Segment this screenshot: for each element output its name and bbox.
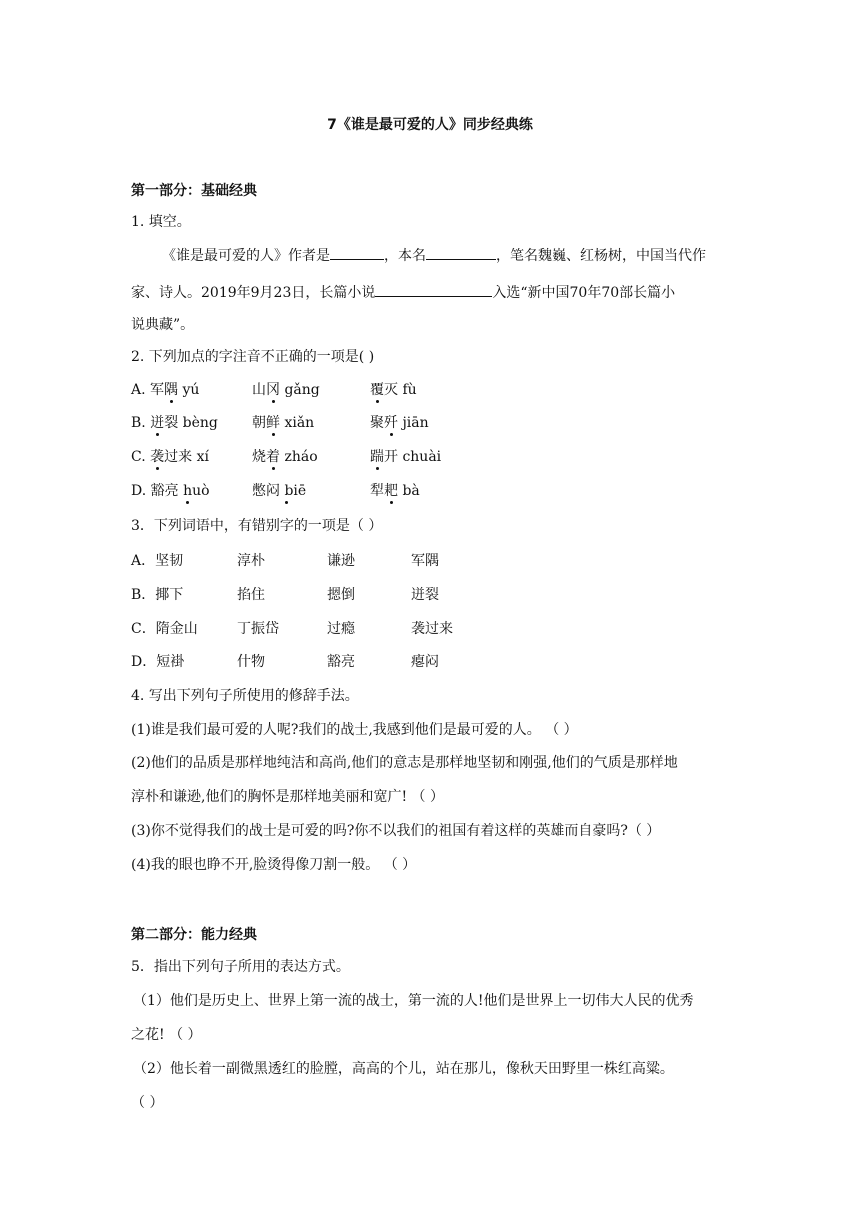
option-text: 聚 xyxy=(370,415,384,431)
word-cell: 掐住 xyxy=(237,587,265,603)
option-text: A. 军 xyxy=(131,382,165,398)
q1-text: 《谁是最可爱的人》作者是 xyxy=(162,248,330,264)
q3-option-a xyxy=(131,551,439,571)
dotted-char: 冈 xyxy=(266,382,280,398)
option-text: 开 chuài xyxy=(384,449,442,465)
q1-text: 家、诗人。2019年9月23日，长篇小说 xyxy=(131,285,376,301)
q5-sentence-2b: （ ） xyxy=(131,1095,164,1111)
q3-option-d xyxy=(131,652,439,672)
dotted-char: 歼 xyxy=(384,415,398,431)
dotted-char: 覆 xyxy=(370,382,384,398)
q2-option-d xyxy=(131,481,420,501)
q2-option-c xyxy=(131,447,441,467)
word-cell: 摁倒 xyxy=(327,587,355,603)
answer-blank-author[interactable] xyxy=(330,245,384,260)
word-cell: B．揶下 xyxy=(131,587,184,603)
option-text: 烧 xyxy=(252,449,266,465)
word-cell: 瘪闷 xyxy=(411,654,439,670)
answer-blank-novel[interactable] xyxy=(375,282,492,297)
option-text: yú xyxy=(178,382,200,398)
q1-number: 1. 填空。 xyxy=(131,214,191,230)
word-cell: A．坚韧 xyxy=(131,553,184,569)
word-cell: 豁亮 xyxy=(327,654,355,670)
word-cell: C．隋金山 xyxy=(131,621,198,637)
option-text: zháo xyxy=(280,449,318,465)
q4-sentence-1: (1)谁是我们最可爱的人呢?我们的战士,我感到他们是最可爱的人。 （ ） xyxy=(131,722,578,738)
word-cell: 淳朴 xyxy=(237,553,265,569)
word-cell: 袭过来 xyxy=(411,621,453,637)
word-cell: 军隅 xyxy=(411,553,439,569)
q1-line3: 说典藏”。 xyxy=(131,317,195,333)
dotted-char: 袭 xyxy=(150,449,165,465)
option-text: B. xyxy=(131,415,151,431)
option-text: 犁 xyxy=(370,483,384,499)
option-text: jiān xyxy=(398,415,429,431)
word-cell: 谦逊 xyxy=(327,553,355,569)
dotted-char: 踹 xyxy=(370,449,384,465)
option-text: xiǎn xyxy=(280,415,315,431)
part2-heading: 第二部分：能力经典 xyxy=(131,927,257,943)
q5-sentence-2a: （2）他长着一副微黑透红的脸膛，高高的个儿，站在那儿，像秋天田野里一株红高粱。 xyxy=(133,1061,674,1077)
q1-text: ，本名 xyxy=(384,248,426,264)
q2-option-b xyxy=(131,413,429,433)
option-text: 过来 xí xyxy=(164,449,209,465)
word-cell: 什物 xyxy=(237,654,265,670)
option-text: 憋 xyxy=(252,483,266,499)
q3-stem: 3．下列词语中，有错别字的一项是（ ） xyxy=(131,518,383,534)
dotted-char: 闷 biē xyxy=(266,483,307,499)
q1-text: ，笔名魏巍、红杨树，中国当代作 xyxy=(496,248,706,264)
word-cell: 过瘾 xyxy=(327,621,355,637)
word-cell: D．短褂 xyxy=(131,654,185,670)
q4-stem: 4. 写出下列句子所使用的修辞手法。 xyxy=(131,688,359,704)
q2-option-a xyxy=(131,380,417,400)
q4-sentence-4: (4)我的眼也睁不开,脸烫得像刀割一般。 （ ） xyxy=(131,857,417,873)
option-text: 灭 fù xyxy=(384,382,417,398)
document-title: 7《谁是最可爱的人》同步经典练 xyxy=(327,117,533,133)
q4-sentence-3: (3)你不觉得我们的战士是可爱的吗?你不以我们的祖国有着这样的英雄而自豪吗?（ ） xyxy=(131,823,661,839)
dotted-char: 亮 huò xyxy=(164,483,210,499)
option-text: bà xyxy=(398,483,420,499)
q3-option-c xyxy=(131,619,453,639)
q5-stem: 5．指出下列句子所用的表达方式。 xyxy=(131,959,350,975)
dotted-char: 耙 xyxy=(384,483,398,499)
q2-stem: 2. 下列加点的字注音不正确的一项是( ) xyxy=(131,349,375,365)
q3-option-b xyxy=(131,585,439,605)
q4-sentence-2a: (2)他们的品质是那样地纯洁和高尚,他们的意志是那样地坚韧和刚强,他们的气质是那样地 xyxy=(131,755,678,771)
q1-line2 xyxy=(131,282,675,303)
q4-sentence-2b: 淳朴和谦逊,他们的胸怀是那样地美丽和宽广! （ ） xyxy=(131,789,444,805)
word-cell: 迸裂 xyxy=(411,587,439,603)
q5-sentence-1b: 之花! （ ） xyxy=(131,1027,202,1043)
word-cell: 丁振岱 xyxy=(237,621,279,637)
option-text: 朝 xyxy=(252,415,266,431)
q5-sentence-1a: （1）他们是历史上、世界上第一流的战士，第一流的人!他们是世界上一切伟大人民的优秀 xyxy=(133,993,694,1009)
option-text: 裂 bèng xyxy=(164,415,218,431)
q1-text: 入选“新中国70年70部长篇小 xyxy=(492,285,676,301)
dotted-char: 迸 xyxy=(150,415,165,431)
option-text: gǎng xyxy=(280,382,320,398)
q1-line1 xyxy=(162,245,706,266)
answer-blank-realname[interactable] xyxy=(426,245,496,260)
option-text: C. xyxy=(131,449,151,465)
dotted-char: 着 xyxy=(266,449,280,465)
option-text: 山 xyxy=(252,382,266,398)
option-text: D. 豁 xyxy=(131,483,165,499)
dotted-char: 隅 xyxy=(164,382,179,398)
dotted-char: 鲜 xyxy=(266,415,280,431)
part1-heading: 第一部分：基础经典 xyxy=(131,183,257,199)
